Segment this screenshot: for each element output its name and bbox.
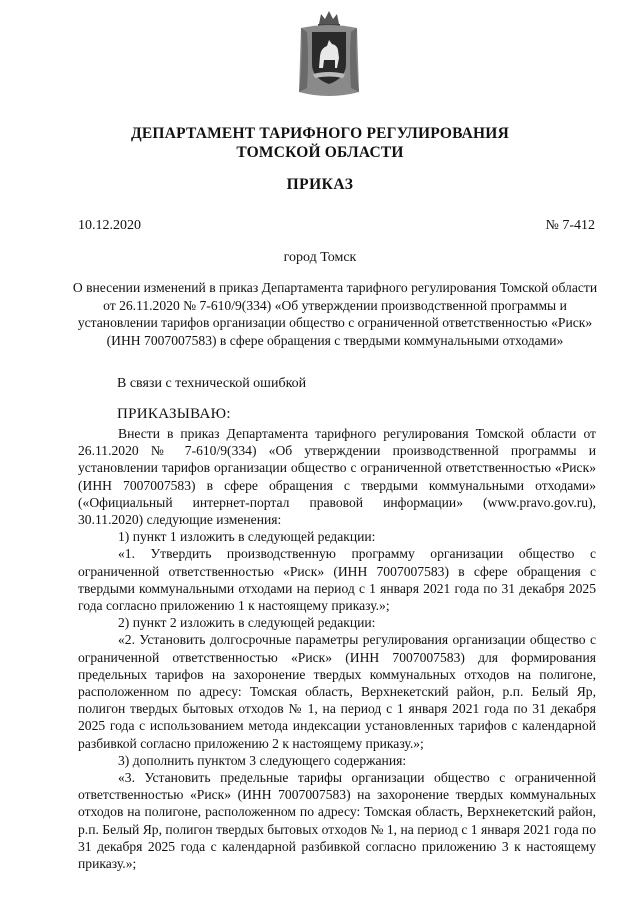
department-line-1: ДЕПАРТАМЕНТ ТАРИФНОГО РЕГУЛИРОВАНИЯ [131,125,509,142]
tomsk-coat-of-arms-icon [293,8,365,100]
order-word: ПРИКАЗЫВАЮ: [117,406,231,422]
body-paragraph: «1. Утвердить производственную программу организации общество с ограниченной ответственностью «Риск» (ИНН 7007007583) в сфере обращения с твердыми коммунальными отходами на период с 1 января 2021 года по 31 декабря 2025 года согласно приложению 1 к настоящему приказу.»; [78,546,596,614]
body-paragraph: 1) пункт 1 изложить в следующей редакции: [118,529,376,545]
body-paragraph: «3. Установить предельные тарифы организации общество с ограниченной ответственностью «Риск» (ИНН 7007007583) на захоронение твердых коммунальных отходов на полигоне, расположенном по адресу: Томская область, Верхнекетский район, р.п. Белый Яр, полигон твердых бытовых отходов № 1, на период с 1 января 2021 года по 31 декабря 2025 года с календарной разбивкой согласно приложению 3 к настоящему приказу.»; [78,770,596,872]
document-city: город Томск [283,250,357,265]
document-subject: О внесении изменений в приказ Департамента тарифного регулирования Томской области от 26.11.2020 № 7-610/9(334) «Об утверждении производственной программы и установлении тарифов организации общество с ограниченной ответственностью «Риск» (ИНН 7007007583) в сфере обращения с твердыми коммунальными отходами» [72,280,598,348]
reason-line: В связи с технической ошибкой [117,376,307,391]
body-paragraph: 2) пункт 2 изложить в следующей редакции: [118,615,376,631]
body-paragraph: «2. Установить долгосрочные параметры регулирования организации общество с ограниченной ответственностью «Риск» (ИНН 7007007583) для формирования предельных тарифов на захоронение твердых коммунальных отходов на полигоне, расположенном по адресу: Томская область, Верхнекетский район, р.п. Белый Яр, полигон твердых бытовых отходов № 1, на период с 1 января 2021 года по 31 декабря 2025 года с использованием метода индексации установленных тарифов с календарной разбивкой согласно приложению 2 к настоящему приказу.»; [78,632,596,751]
department-line-2: ТОМСКОЙ ОБЛАСТИ [236,144,404,161]
body-paragraph: 3) дополнить пунктом 3 следующего содержания: [118,752,407,768]
document-date: 10.12.2020 [78,218,141,233]
department-name [0,124,640,162]
document-body [78,425,596,872]
body-paragraph: Внести в приказ Департамента тарифного регулирования Томской области от 26.11.2020 № 7-610/9(334) «Об утверждении производственной программы и установлении тарифов организации общество с ограниченной ответственностью «Риск» (ИНН 7007007583) в сфере обращения с твердыми коммунальными отходами» («Официальный интернет-портал правовой информации» (www.pravo.gov.ru), 30.11.2020) следующие изменения: [78,426,596,528]
document-number: № 7-412 [545,218,595,233]
document-type: ПРИКАЗ [286,176,354,193]
